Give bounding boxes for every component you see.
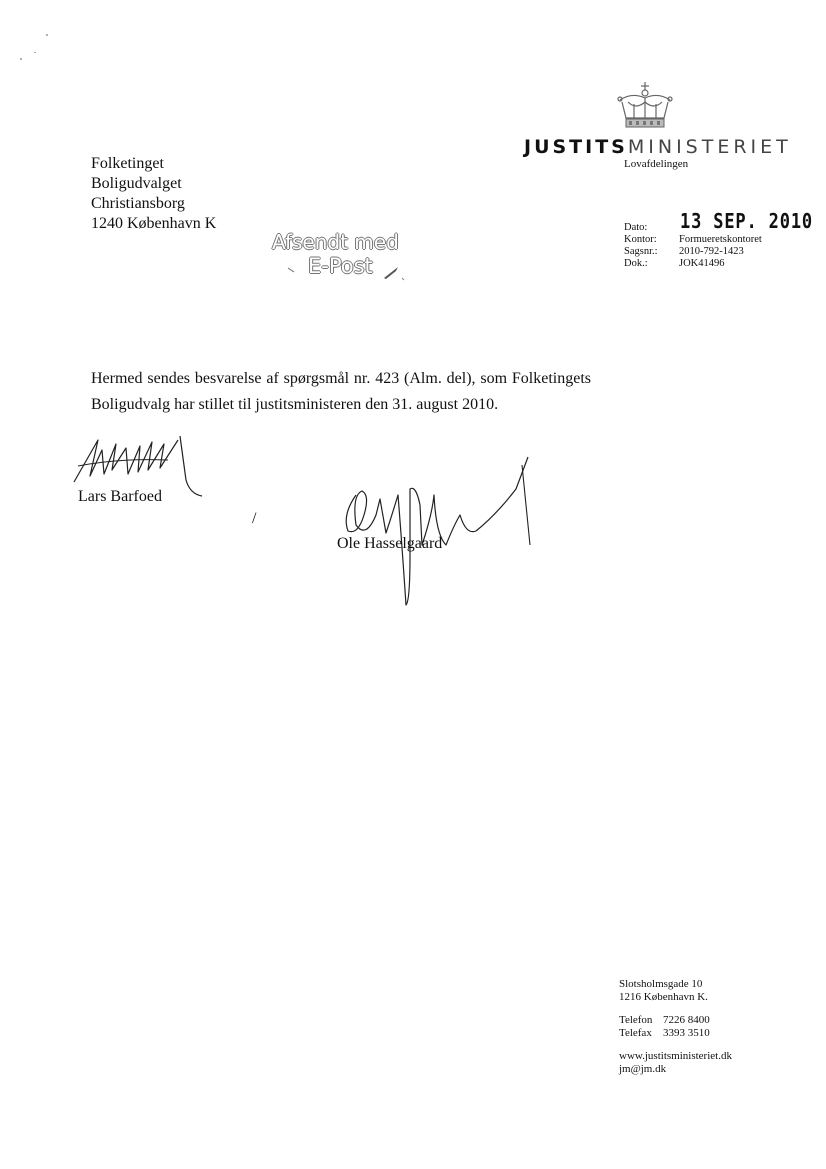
- footer-email-link[interactable]: jm@jm.dk: [619, 1062, 667, 1075]
- date-stamp-value: 13 SEP. 2010: [680, 209, 814, 233]
- meta-value: 2010-792-1423: [679, 246, 744, 257]
- meta-label: Sagsnr.:: [624, 246, 658, 257]
- footer-address-line: Slotsholmsgade 10: [619, 978, 703, 990]
- letter-body: Hermed sendes besvarelse af spørgsmål nr. 423 (Alm. del), som Folketingets Boligudvalg har stillet til justitsministeren den 31. august 2010.: [91, 370, 591, 413]
- footer-phone-row: [619, 1014, 732, 1027]
- recipient-address: [91, 154, 216, 234]
- footer-address-line: 1216 København K.: [619, 990, 708, 1003]
- ministry-name-bold: JUSTITS: [524, 136, 628, 158]
- meta-row-dato: [624, 222, 762, 234]
- meta-label: Dok.:: [624, 258, 648, 269]
- document-metadata: [624, 222, 762, 270]
- scan-speck: [34, 52, 36, 53]
- meta-label: Dato:: [624, 222, 648, 233]
- meta-label: Kontor:: [624, 234, 657, 245]
- ministry-name-light: MINISTERIET: [627, 136, 792, 158]
- footer-label: Telefon: [619, 1014, 653, 1026]
- stamp-tick-icon: [286, 264, 416, 284]
- sender-contact-footer: [619, 978, 732, 1075]
- signatory-name-2: Ole Hasselgaard: [337, 535, 443, 552]
- signature-separator: /: [252, 510, 257, 527]
- stamp-line: E-Post: [308, 254, 373, 278]
- footer-value: 3393 3510: [663, 1026, 710, 1039]
- footer-label: Telefax: [619, 1026, 652, 1039]
- recipient-line: 1240 København K: [91, 215, 217, 232]
- signatory-name-1: Lars Barfoed: [78, 488, 162, 505]
- meta-row-kontor: [624, 234, 762, 246]
- footer-fax-row: [619, 1027, 732, 1040]
- meta-value: Formueretskontoret: [679, 234, 762, 245]
- meta-row-dok: [624, 258, 762, 270]
- footer-website-link[interactable]: www.justitsministeriet.dk: [619, 1050, 732, 1062]
- scan-speck: [46, 34, 48, 36]
- footer-value: 7226 8400: [663, 1014, 710, 1026]
- ministry-logotype: [524, 136, 792, 158]
- meta-row-sagsnr: [624, 246, 762, 258]
- recipient-line: Boligudvalget: [91, 175, 182, 192]
- meta-value: JOK41496: [679, 258, 725, 269]
- scan-speck: [20, 58, 22, 60]
- stamp-line: Afsendt med: [272, 230, 399, 254]
- crown-logo-icon: [614, 80, 676, 132]
- recipient-line: Folketinget: [91, 155, 164, 172]
- department-name: Lovafdelingen: [624, 158, 689, 170]
- recipient-line: Christiansborg: [91, 195, 185, 212]
